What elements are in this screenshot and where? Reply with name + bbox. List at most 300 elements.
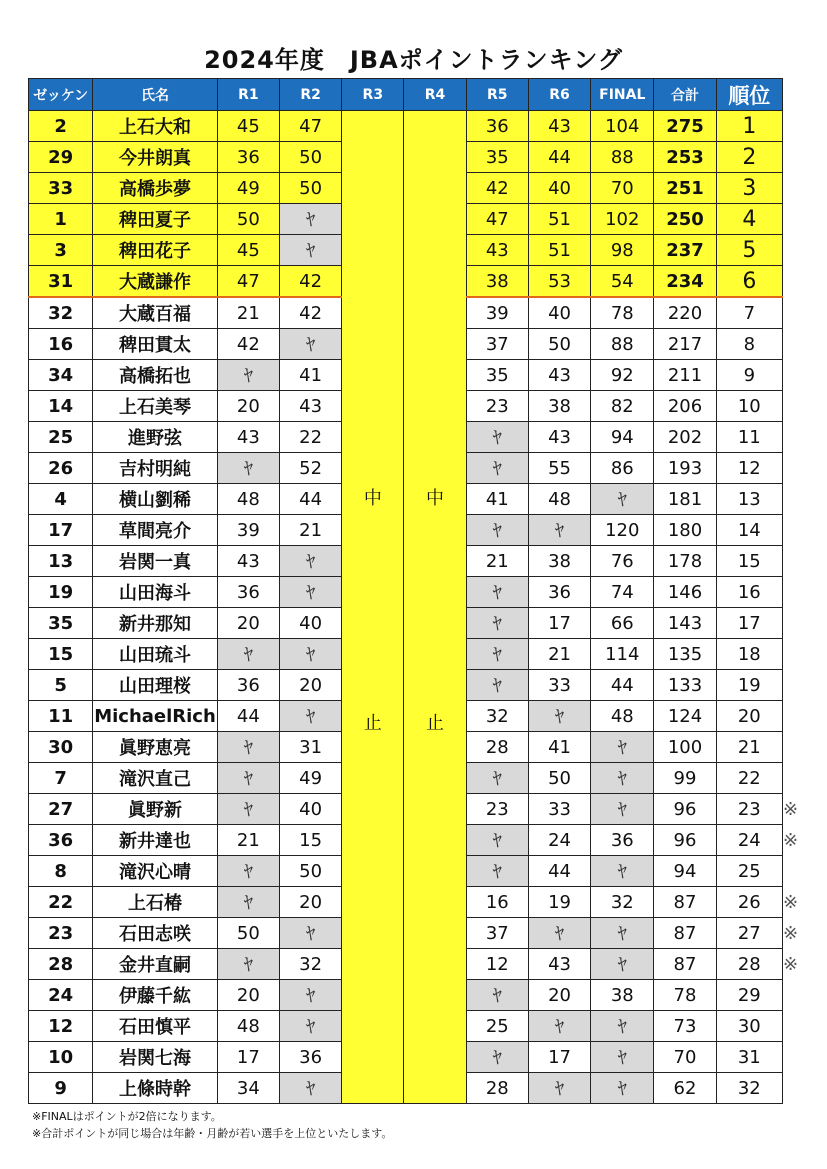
r1-score-cell: 20 (217, 608, 279, 639)
r2-score-cell: 52 (279, 453, 341, 484)
r6-score-cell: 51 (528, 204, 590, 235)
bib-number-cell: 23 (29, 918, 93, 949)
ranking-table (28, 78, 799, 1104)
rank-cell: 24 (716, 825, 782, 856)
r2-score-cell: 21 (279, 515, 341, 546)
r1-score-cell: ﾔ (217, 639, 279, 670)
r6-score-cell: 20 (528, 980, 590, 1011)
table-row: 23 石田志咲 50 ﾔ 37 ﾔ ﾔ 87 27 ※ (29, 918, 783, 949)
rank-cell: 14 (716, 515, 782, 546)
header-total: 合計 (654, 79, 716, 111)
final-score-cell: 74 (591, 577, 654, 608)
table-row: 28 金井直嗣 ﾔ 32 12 43 ﾔ 87 28 ※ (29, 949, 783, 980)
r6-score-cell: ﾔ (528, 515, 590, 546)
rank-cell: 31 (716, 1042, 782, 1073)
bib-number-cell: 16 (29, 329, 93, 360)
r6-score-cell: 38 (528, 546, 590, 577)
rank-cell: 26 (716, 887, 782, 918)
total-points-cell: 133 (654, 670, 716, 701)
total-points-cell: 99 (654, 763, 716, 794)
rank-cell: 27 (716, 918, 782, 949)
r6-score-cell: 40 (528, 173, 590, 204)
bib-number-cell: 5 (29, 670, 93, 701)
r6-score-cell: 41 (528, 732, 590, 763)
r2-score-cell: 40 (279, 794, 341, 825)
player-name-cell: 稗田貫太 (93, 329, 217, 360)
header-rank: 順位 (716, 79, 782, 111)
player-name-cell: 今井朗真 (93, 142, 217, 173)
player-name-cell: 岩関一真 (93, 546, 217, 577)
r6-score-cell: 48 (528, 484, 590, 515)
final-score-cell: ﾔ (591, 732, 654, 763)
r2-score-cell: ﾔ (279, 235, 341, 266)
total-points-cell: 78 (654, 980, 716, 1011)
r6-score-cell: 33 (528, 670, 590, 701)
bib-number-cell: 12 (29, 1011, 93, 1042)
r1-score-cell: 48 (217, 484, 279, 515)
rank-cell: 15 (716, 546, 782, 577)
bib-number-cell: 34 (29, 360, 93, 391)
r1-score-cell: 43 (217, 422, 279, 453)
final-score-cell: 54 (591, 266, 654, 298)
footnote-tiebreak: ※合計ポイントが同じ場合は年齢・月齢が若い選手を上位といたします。 (32, 1127, 393, 1140)
final-score-cell: 38 (591, 980, 654, 1011)
player-name-cell: 吉村明純 (93, 453, 217, 484)
final-score-cell: 66 (591, 608, 654, 639)
rank-cell: 7 (716, 297, 782, 329)
bib-number-cell: 24 (29, 980, 93, 1011)
r2-score-cell: 20 (279, 887, 341, 918)
rank-cell: 8 (716, 329, 782, 360)
r5-score-cell: ﾔ (466, 422, 528, 453)
final-score-cell: 120 (591, 515, 654, 546)
player-name-cell: 滝沢直己 (93, 763, 217, 794)
bib-number-cell: 22 (29, 887, 93, 918)
r2-score-cell: 31 (279, 732, 341, 763)
r5-score-cell: 16 (466, 887, 528, 918)
r6-score-cell: ﾔ (528, 701, 590, 732)
total-points-cell: 87 (654, 949, 716, 980)
player-name-cell: 新井那知 (93, 608, 217, 639)
player-name-cell: 滝沢心晴 (93, 856, 217, 887)
bib-number-cell: 35 (29, 608, 93, 639)
total-points-cell: 253 (654, 142, 716, 173)
r1-score-cell: 17 (217, 1042, 279, 1073)
total-points-cell: 124 (654, 701, 716, 732)
total-points-cell: 211 (654, 360, 716, 391)
total-points-cell: 202 (654, 422, 716, 453)
bib-number-cell: 10 (29, 1042, 93, 1073)
total-points-cell: 275 (654, 111, 716, 142)
r1-score-cell: 21 (217, 825, 279, 856)
rank-cell: 3 (716, 173, 782, 204)
r6-score-cell: 40 (528, 297, 590, 329)
r5-score-cell: 41 (466, 484, 528, 515)
r2-score-cell: 44 (279, 484, 341, 515)
r1-score-cell: 44 (217, 701, 279, 732)
r3-cancelled-cell (342, 111, 404, 1104)
table-row: 36 新井達也 21 15 ﾔ 24 36 96 24 ※ (29, 825, 783, 856)
r2-score-cell: ﾔ (279, 1073, 341, 1104)
r6-score-cell: 43 (528, 949, 590, 980)
rank-cell: 30 (716, 1011, 782, 1042)
player-name-cell: 稗田花子 (93, 235, 217, 266)
footnote-final-double: ※FINALはポイントが2倍になります。 (32, 1110, 222, 1123)
final-score-cell: 88 (591, 142, 654, 173)
final-score-cell: ﾔ (591, 1011, 654, 1042)
r1-score-cell: 48 (217, 1011, 279, 1042)
header-r2: R2 (279, 79, 341, 111)
rank-cell: 32 (716, 1073, 782, 1104)
header-row (29, 79, 783, 111)
final-score-cell: ﾔ (591, 794, 654, 825)
rank-cell: 13 (716, 484, 782, 515)
r5-score-cell: 43 (466, 235, 528, 266)
r1-score-cell: ﾔ (217, 794, 279, 825)
header-r4: R4 (404, 79, 466, 111)
final-score-cell: 78 (591, 297, 654, 329)
r5-score-cell: 21 (466, 546, 528, 577)
header-r5: R5 (466, 79, 528, 111)
total-points-cell: 181 (654, 484, 716, 515)
rank-cell: 12 (716, 453, 782, 484)
total-points-cell: 87 (654, 918, 716, 949)
r2-score-cell: ﾔ (279, 1011, 341, 1042)
player-name-cell: 横山劉稀 (93, 484, 217, 515)
header-final: FINAL (591, 79, 654, 111)
total-points-cell: 220 (654, 297, 716, 329)
r4-cancelled-label: 止 (426, 713, 445, 734)
r1-score-cell: 36 (217, 142, 279, 173)
r6-score-cell: 43 (528, 422, 590, 453)
r6-score-cell: 55 (528, 453, 590, 484)
r5-score-cell: ﾔ (466, 453, 528, 484)
player-name-cell: 高橋歩夢 (93, 173, 217, 204)
r5-score-cell: 39 (466, 297, 528, 329)
r1-score-cell: 20 (217, 391, 279, 422)
r2-score-cell: ﾔ (279, 918, 341, 949)
r6-score-cell: 44 (528, 142, 590, 173)
player-name-cell: 進野弦 (93, 422, 217, 453)
r6-score-cell: 17 (528, 1042, 590, 1073)
r6-score-cell: 17 (528, 608, 590, 639)
r2-score-cell: ﾔ (279, 639, 341, 670)
r1-score-cell: 20 (217, 980, 279, 1011)
r6-score-cell: ﾔ (528, 1073, 590, 1104)
r2-score-cell: 43 (279, 391, 341, 422)
player-name-cell: 山田理桜 (93, 670, 217, 701)
bib-number-cell: 27 (29, 794, 93, 825)
r5-score-cell: 35 (466, 360, 528, 391)
total-points-cell: 180 (654, 515, 716, 546)
r5-score-cell: 37 (466, 918, 528, 949)
rank-cell: 16 (716, 577, 782, 608)
page-title: 2024年度 JBAポイントランキング (204, 46, 623, 74)
bib-number-cell: 29 (29, 142, 93, 173)
final-score-cell: 98 (591, 235, 654, 266)
r1-score-cell: 47 (217, 266, 279, 298)
rank-cell: 1 (716, 111, 782, 142)
player-name-cell: 上石美琴 (93, 391, 217, 422)
r6-score-cell: 51 (528, 235, 590, 266)
bib-number-cell: 3 (29, 235, 93, 266)
bib-number-cell: 25 (29, 422, 93, 453)
r2-score-cell: ﾔ (279, 701, 341, 732)
rank-cell: 17 (716, 608, 782, 639)
total-points-cell: 87 (654, 887, 716, 918)
table-row: 27 眞野新 ﾔ 40 23 33 ﾔ 96 23 ※ (29, 794, 783, 825)
table-row: 22 上石椿 ﾔ 20 16 19 32 87 26 ※ (29, 887, 783, 918)
bib-number-cell: 26 (29, 453, 93, 484)
final-score-cell: 94 (591, 422, 654, 453)
bib-number-cell: 8 (29, 856, 93, 887)
bib-number-cell: 17 (29, 515, 93, 546)
r6-score-cell: 50 (528, 763, 590, 794)
r2-score-cell: 50 (279, 856, 341, 887)
r1-score-cell: 45 (217, 235, 279, 266)
r5-score-cell: 38 (466, 266, 528, 298)
rank-cell: 25 (716, 856, 782, 887)
r2-score-cell: ﾔ (279, 329, 341, 360)
player-name-cell: 山田琉斗 (93, 639, 217, 670)
r2-score-cell: 32 (279, 949, 341, 980)
final-score-cell: ﾔ (591, 856, 654, 887)
r5-score-cell: ﾔ (466, 639, 528, 670)
bib-number-cell: 28 (29, 949, 93, 980)
player-name-cell: 大蔵謙作 (93, 266, 217, 298)
player-name-cell: 石田慎平 (93, 1011, 217, 1042)
r5-score-cell: 37 (466, 329, 528, 360)
total-points-cell: 70 (654, 1042, 716, 1073)
r2-score-cell: 15 (279, 825, 341, 856)
r6-score-cell: 50 (528, 329, 590, 360)
r1-score-cell: 50 (217, 204, 279, 235)
player-name-cell: 稗田夏子 (93, 204, 217, 235)
total-points-cell: 100 (654, 732, 716, 763)
r4-cancelled-label: 中 (426, 488, 445, 509)
r5-score-cell: 25 (466, 1011, 528, 1042)
total-points-cell: 206 (654, 391, 716, 422)
player-name-cell: 眞野恵亮 (93, 732, 217, 763)
r4-cancelled-cell (404, 111, 466, 1104)
r6-score-cell: 24 (528, 825, 590, 856)
r1-score-cell: 36 (217, 577, 279, 608)
total-points-cell: 96 (654, 794, 716, 825)
bib-number-cell: 31 (29, 266, 93, 298)
r1-score-cell: ﾔ (217, 453, 279, 484)
bib-number-cell: 32 (29, 297, 93, 329)
r2-score-cell: 40 (279, 608, 341, 639)
final-score-cell: ﾔ (591, 1042, 654, 1073)
rank-cell: 20 (716, 701, 782, 732)
r2-score-cell: ﾔ (279, 980, 341, 1011)
header-name: 氏名 (93, 79, 217, 111)
header-r1: R1 (217, 79, 279, 111)
total-points-cell: 96 (654, 825, 716, 856)
final-score-cell: 48 (591, 701, 654, 732)
r5-score-cell: 28 (466, 732, 528, 763)
bib-number-cell: 11 (29, 701, 93, 732)
rank-cell: 9 (716, 360, 782, 391)
final-score-cell: ﾔ (591, 949, 654, 980)
header-r6: R6 (528, 79, 590, 111)
r3-cancelled-label: 中 (363, 488, 382, 509)
player-name-cell: 岩関七海 (93, 1042, 217, 1073)
total-points-cell: 146 (654, 577, 716, 608)
r2-score-cell: 47 (279, 111, 341, 142)
rank-cell: 18 (716, 639, 782, 670)
r5-score-cell: ﾔ (466, 670, 528, 701)
player-name-cell: 上條時幹 (93, 1073, 217, 1104)
total-points-cell: 62 (654, 1073, 716, 1104)
rank-cell: 21 (716, 732, 782, 763)
r2-score-cell: 41 (279, 360, 341, 391)
r2-score-cell: ﾔ (279, 546, 341, 577)
player-name-cell: 金井直嗣 (93, 949, 217, 980)
bib-number-cell: 36 (29, 825, 93, 856)
r5-score-cell: ﾔ (466, 856, 528, 887)
total-points-cell: 250 (654, 204, 716, 235)
player-name-cell: 上石椿 (93, 887, 217, 918)
r5-score-cell: 36 (466, 111, 528, 142)
bib-number-cell: 14 (29, 391, 93, 422)
r2-score-cell: 20 (279, 670, 341, 701)
total-points-cell: 73 (654, 1011, 716, 1042)
r5-score-cell: ﾔ (466, 608, 528, 639)
rank-cell: 28 (716, 949, 782, 980)
r1-score-cell: 50 (217, 918, 279, 949)
r6-score-cell: ﾔ (528, 918, 590, 949)
total-points-cell: 178 (654, 546, 716, 577)
r1-score-cell: 42 (217, 329, 279, 360)
header-no: ゼッケン (29, 79, 93, 111)
rank-cell: 10 (716, 391, 782, 422)
r2-score-cell: 36 (279, 1042, 341, 1073)
final-score-cell: 36 (591, 825, 654, 856)
r1-score-cell: ﾔ (217, 763, 279, 794)
r2-score-cell: ﾔ (279, 577, 341, 608)
r6-score-cell: 21 (528, 639, 590, 670)
r1-score-cell: 43 (217, 546, 279, 577)
bib-number-cell: 1 (29, 204, 93, 235)
r1-score-cell: 39 (217, 515, 279, 546)
final-score-cell: ﾔ (591, 763, 654, 794)
player-name-cell: 石田志咲 (93, 918, 217, 949)
rank-cell: 19 (716, 670, 782, 701)
total-points-cell: 234 (654, 266, 716, 298)
r6-score-cell: 36 (528, 577, 590, 608)
r5-score-cell: ﾔ (466, 980, 528, 1011)
r5-score-cell: 23 (466, 794, 528, 825)
r1-score-cell: ﾔ (217, 887, 279, 918)
bib-number-cell: 30 (29, 732, 93, 763)
r5-score-cell: ﾔ (466, 763, 528, 794)
r5-score-cell: ﾔ (466, 515, 528, 546)
r6-score-cell: 38 (528, 391, 590, 422)
bib-number-cell: 2 (29, 111, 93, 142)
player-name-cell: 伊藤千紘 (93, 980, 217, 1011)
total-points-cell: 143 (654, 608, 716, 639)
r1-score-cell: 21 (217, 297, 279, 329)
total-points-cell: 251 (654, 173, 716, 204)
final-score-cell: 88 (591, 329, 654, 360)
bib-number-cell: 13 (29, 546, 93, 577)
rank-cell: 4 (716, 204, 782, 235)
r2-score-cell: 50 (279, 173, 341, 204)
r2-score-cell: 42 (279, 297, 341, 329)
final-score-cell: ﾔ (591, 918, 654, 949)
final-score-cell: 44 (591, 670, 654, 701)
r6-score-cell: 44 (528, 856, 590, 887)
total-points-cell: 193 (654, 453, 716, 484)
total-points-cell: 135 (654, 639, 716, 670)
r5-score-cell: 32 (466, 701, 528, 732)
r5-score-cell: 28 (466, 1073, 528, 1104)
bib-number-cell: 33 (29, 173, 93, 204)
final-score-cell: ﾔ (591, 484, 654, 515)
r6-score-cell: 33 (528, 794, 590, 825)
r1-score-cell: 45 (217, 111, 279, 142)
final-score-cell: 102 (591, 204, 654, 235)
r1-score-cell: 36 (217, 670, 279, 701)
r1-score-cell: 34 (217, 1073, 279, 1104)
final-score-cell: 92 (591, 360, 654, 391)
bib-number-cell: 19 (29, 577, 93, 608)
r2-score-cell: 22 (279, 422, 341, 453)
total-points-cell: 217 (654, 329, 716, 360)
total-points-cell: 94 (654, 856, 716, 887)
player-name-cell: 新井達也 (93, 825, 217, 856)
r5-score-cell: 42 (466, 173, 528, 204)
r5-score-cell: 47 (466, 204, 528, 235)
footnotes (32, 1108, 392, 1142)
rank-cell: 5 (716, 235, 782, 266)
final-score-cell: 76 (591, 546, 654, 577)
final-score-cell: 70 (591, 173, 654, 204)
r3-cancelled-label: 止 (363, 713, 382, 734)
r6-score-cell: 19 (528, 887, 590, 918)
r5-score-cell: ﾔ (466, 577, 528, 608)
final-score-cell: 82 (591, 391, 654, 422)
r1-score-cell: ﾔ (217, 732, 279, 763)
r2-score-cell: ﾔ (279, 204, 341, 235)
final-score-cell: ﾔ (591, 1073, 654, 1104)
player-name-cell: 高橋拓也 (93, 360, 217, 391)
r5-score-cell: ﾔ (466, 1042, 528, 1073)
r5-score-cell: 23 (466, 391, 528, 422)
player-name-cell: MichaelRich (93, 701, 217, 732)
r2-score-cell: 49 (279, 763, 341, 794)
player-name-cell: 上石大和 (93, 111, 217, 142)
r1-score-cell: ﾔ (217, 856, 279, 887)
final-score-cell: 114 (591, 639, 654, 670)
player-name-cell: 草間亮介 (93, 515, 217, 546)
r1-score-cell: ﾔ (217, 360, 279, 391)
header-r3: R3 (342, 79, 404, 111)
rank-cell: 11 (716, 422, 782, 453)
r1-score-cell: 49 (217, 173, 279, 204)
r2-score-cell: 42 (279, 266, 341, 298)
final-score-cell: 86 (591, 453, 654, 484)
r5-score-cell: ﾔ (466, 825, 528, 856)
r6-score-cell: 43 (528, 111, 590, 142)
final-score-cell: 32 (591, 887, 654, 918)
bib-number-cell: 15 (29, 639, 93, 670)
player-name-cell: 大蔵百福 (93, 297, 217, 329)
r2-score-cell: 50 (279, 142, 341, 173)
r6-score-cell: 43 (528, 360, 590, 391)
table-row (29, 111, 783, 142)
